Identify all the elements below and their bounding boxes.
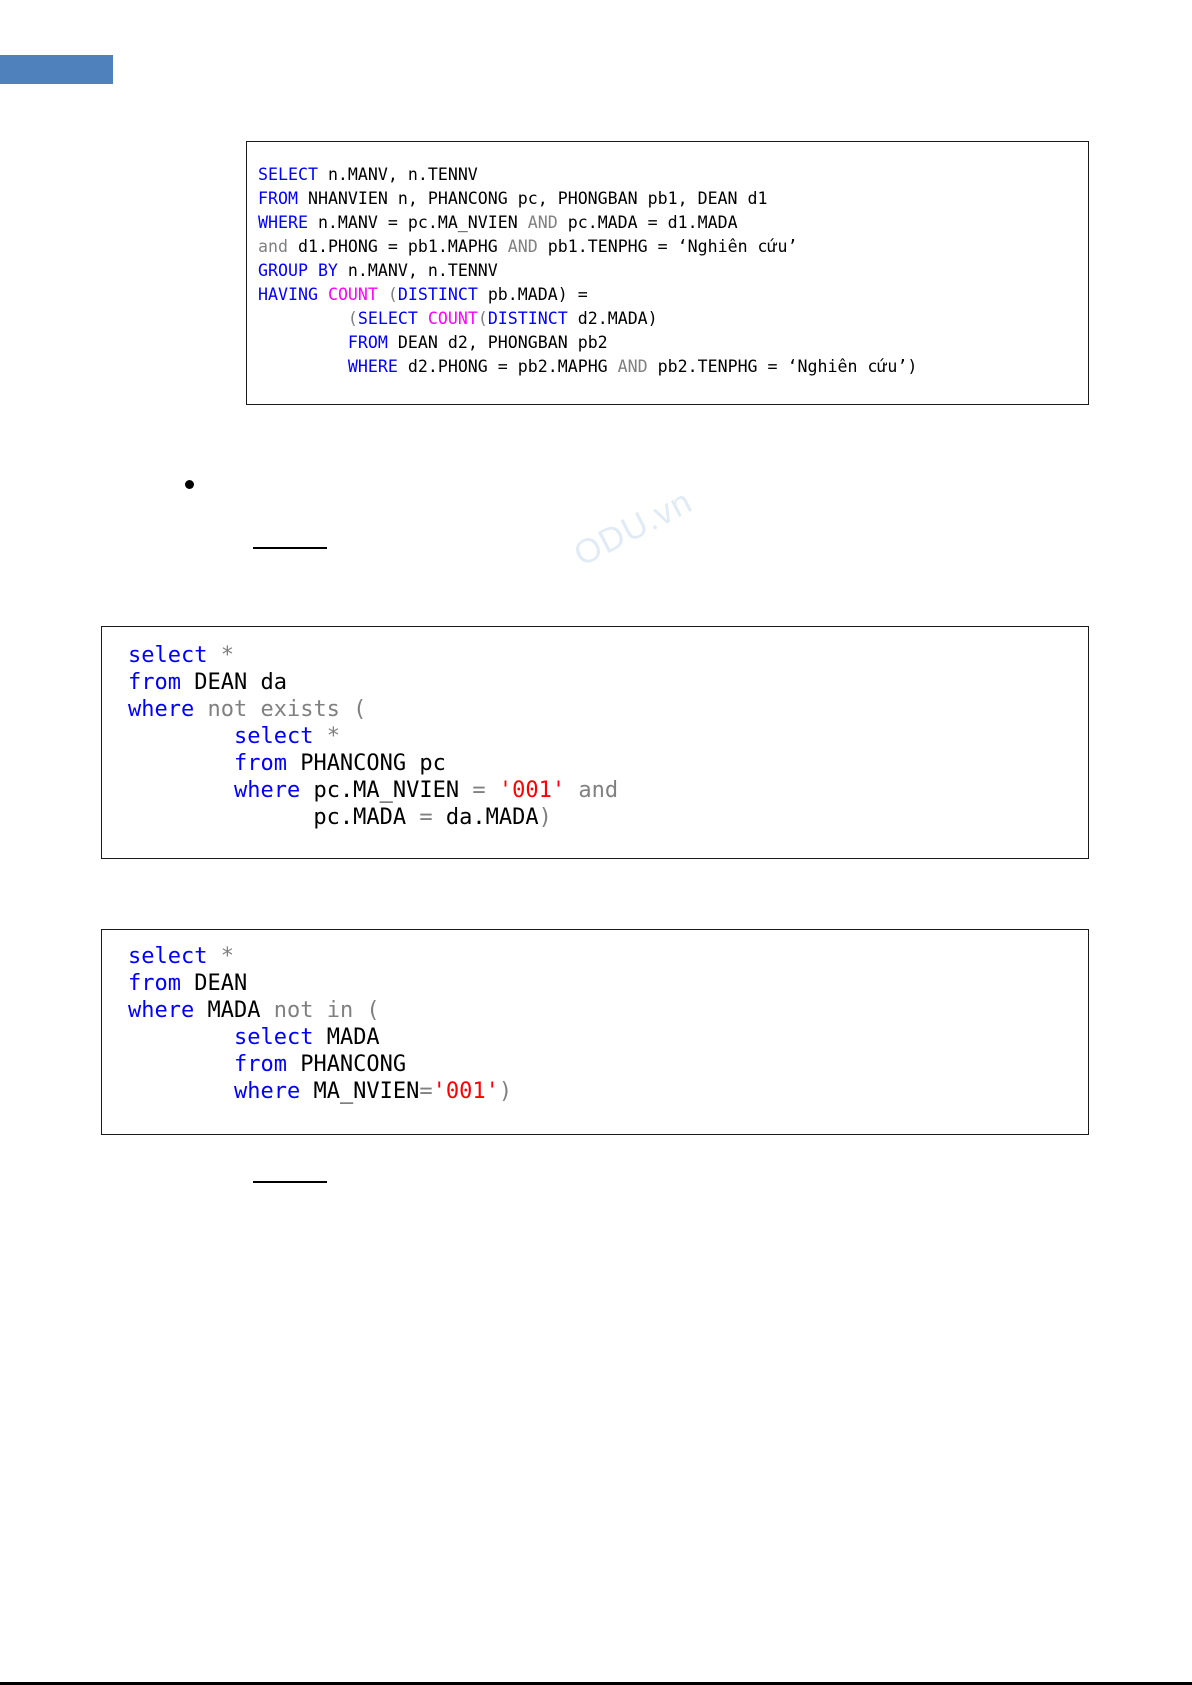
code-token: pc.MA_NVIEN (300, 778, 473, 803)
code-token: n.MANV, n.TENNV (337, 261, 498, 280)
code-token: where (233, 778, 301, 803)
code-token (486, 778, 499, 803)
code-token (128, 778, 234, 803)
code-token: where (128, 998, 195, 1023)
code-token: AND (617, 357, 648, 376)
code-line (128, 970, 247, 997)
code-token: select (128, 643, 208, 668)
code-token: select (233, 724, 314, 749)
code-token (128, 1079, 234, 1104)
code-token: COUNT (327, 285, 378, 304)
bullet-point (185, 480, 194, 489)
code-token: PHANCONG pc (286, 751, 446, 776)
code-token: ) (538, 805, 552, 830)
code-token: select (128, 944, 208, 969)
code-line (258, 235, 798, 259)
code-token: DISTINCT (397, 285, 478, 304)
code-token: = (419, 1079, 433, 1104)
code-token: DISTINCT (487, 309, 568, 328)
code-token: MADA (313, 1025, 380, 1050)
code-token: WHERE (258, 213, 308, 232)
code-token: PHANCONG (286, 1052, 407, 1077)
code-token: * (313, 724, 340, 749)
code-token: where (128, 697, 195, 722)
code-token: MADA (194, 998, 274, 1023)
code-token: SELECT (357, 309, 418, 328)
code-token: * (207, 643, 234, 668)
code-token: pc.MADA = d1.MADA (557, 213, 738, 232)
underline-mark-2 (253, 1181, 327, 1183)
code-token (258, 333, 348, 352)
code-token: pc.MADA (128, 805, 420, 830)
code-token: DEAN (180, 971, 248, 996)
code-token: FROM (347, 333, 388, 352)
code-token: and (258, 237, 288, 256)
code-line (258, 211, 738, 235)
code-token (128, 724, 234, 749)
code-token: FROM (258, 189, 298, 208)
watermark: ODU.vn (568, 482, 699, 574)
code-token: and (565, 778, 619, 803)
underline-mark-1 (253, 547, 327, 549)
code-line (128, 669, 287, 696)
code-token (128, 751, 234, 776)
code-line (128, 1051, 406, 1078)
code-token: COUNT (427, 309, 478, 328)
code-token: pb2.TENPHG = ‘Nghiên cứu’) (647, 357, 918, 376)
code-token: = (419, 805, 433, 830)
code-token: ( (377, 285, 398, 304)
code-token (318, 285, 328, 304)
code-token: from (128, 971, 181, 996)
code-token: da.MADA (432, 805, 539, 830)
code-token: HAVING (258, 285, 318, 304)
code-line (258, 283, 588, 307)
code-line (258, 163, 478, 187)
code-token: DEAN da (180, 670, 287, 695)
code-token: DEAN d2, PHONGBAN pb2 (387, 333, 608, 352)
code-token: GROUP BY (258, 261, 338, 280)
code-token: from (128, 670, 181, 695)
code-line (128, 997, 380, 1024)
code-token (128, 1052, 234, 1077)
code-token: where (233, 1079, 301, 1104)
code-token: from (233, 751, 287, 776)
code-token: d2.MADA) (567, 309, 658, 328)
code-line (128, 642, 234, 669)
code-token: not in ( (273, 998, 380, 1023)
code-token: WHERE (347, 357, 398, 376)
code-token: pb1.TENPHG = ‘Nghiên cứu’ (537, 237, 798, 256)
code-block-query-1 (246, 141, 1089, 405)
code-token: ( (258, 309, 358, 328)
code-token: NHANVIEN n, PHANCONG pc, PHONGBAN pb1, DEAN d1 (297, 189, 768, 208)
code-line (128, 1078, 512, 1105)
code-line (128, 804, 552, 831)
code-token: AND (507, 237, 538, 256)
code-token: from (233, 1052, 287, 1077)
code-line (258, 187, 768, 211)
code-token: ( (477, 309, 488, 328)
code-line (258, 259, 498, 283)
code-line (128, 696, 366, 723)
code-line (128, 750, 446, 777)
code-line (128, 1024, 380, 1051)
code-token: not exists ( (194, 697, 367, 722)
code-line (258, 331, 608, 355)
code-token: SELECT (258, 165, 318, 184)
code-token: '001' (432, 1079, 499, 1104)
code-line (258, 355, 917, 379)
code-token: MA_NVIEN (300, 1079, 420, 1104)
code-block-query-3 (101, 929, 1089, 1135)
code-token: * (207, 944, 234, 969)
code-token: n.MANV, n.TENNV (317, 165, 478, 184)
header-accent-bar (0, 55, 113, 84)
code-line (128, 723, 340, 750)
code-token: = (472, 778, 486, 803)
code-token: pb.MADA) = (477, 285, 588, 304)
code-token: '001' (498, 778, 566, 803)
code-token (418, 309, 428, 328)
code-token: d1.PHONG = pb1.MAPHG (287, 237, 508, 256)
code-token (128, 1025, 234, 1050)
code-token (258, 357, 348, 376)
code-line (258, 307, 658, 331)
code-token: ) (498, 1079, 513, 1104)
code-token: AND (527, 213, 558, 232)
code-line (128, 777, 618, 804)
code-token: n.MANV = pc.MA_NVIEN (307, 213, 528, 232)
code-line (128, 943, 234, 970)
code-token: select (233, 1025, 314, 1050)
code-block-query-2 (101, 626, 1089, 859)
code-token: d2.PHONG = pb2.MAPHG (397, 357, 618, 376)
